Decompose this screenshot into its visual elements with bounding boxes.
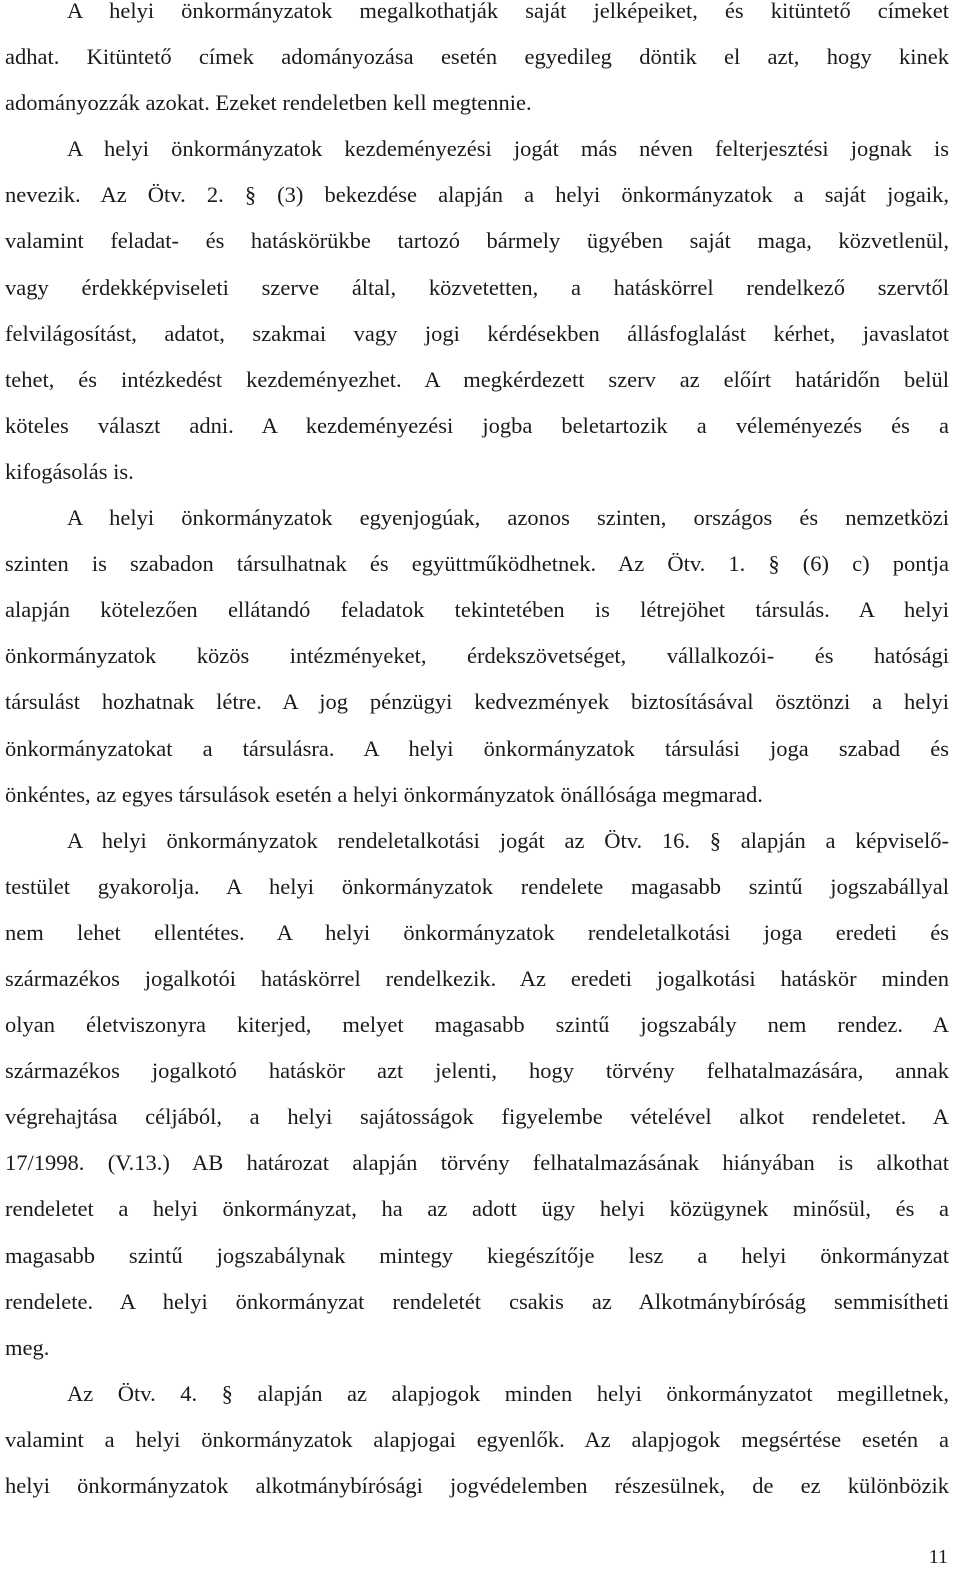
text-line: tehet, és intézkedést kezdeményezhet. A megkérdezett szerv az előírt határidőn belül [5, 366, 949, 392]
text-line: végrehajtása céljából, a helyi sajátosságok figyelembe vételével alkot rendeletet. A [5, 1104, 949, 1130]
text-line: rendelete. A helyi önkormányzat rendeletét csakis az Alkotmánybíróság semmisítheti [5, 1288, 949, 1314]
text-line: valamint feladat- és hatáskörükbe tartozó bármely ügyében saját maga, közvetlenül, [5, 228, 949, 254]
text-line: szinten is szabadon társulhatnak és együttműködhetnek. Az Ötv. 1. § (6) c) pontja [5, 551, 949, 577]
text-line: önkormányzatokat a társulásra. A helyi önkormányzatok társulási joga szabad és [5, 735, 949, 761]
text-line: alapján kötelezően ellátandó feladatok tekintetében is létrejöhet társulás. A helyi [5, 597, 949, 623]
text-line: kifogásolás is. [5, 458, 134, 484]
text-line: magasabb szintű jogszabálynak mintegy kiegészítője lesz a helyi önkormányzat [5, 1242, 949, 1268]
text-line: nevezik. Az Ötv. 2. § (3) bekezdése alapján a helyi önkormányzatok a saját jogaik, [5, 182, 949, 208]
text-line: testület gyakorolja. A helyi önkormányzatok rendelete magasabb szintű jogszabállyal [5, 873, 949, 899]
text-line: származékos jogalkotói hatáskörrel rendelkezik. Az eredeti jogalkotási hatáskör minden [5, 965, 949, 991]
page-number: 11 [928, 1546, 948, 1568]
text-line: helyi önkormányzatok alkotmánybírósági jogvédelemben részesülnek, de ez különbözik [5, 1473, 949, 1498]
text-line: köteles választ adni. A kezdeményezési jogba beletartozik a véleményezés és a [5, 412, 949, 438]
text-line: A helyi önkormányzatok egyenjogúak, azonos szinten, országos és nemzetközi [67, 505, 949, 531]
text-line: adhat. Kitüntető címek adományozása esetén egyedileg döntik el azt, hogy kinek [5, 44, 949, 70]
text-line: felvilágosítást, adatot, szakmai vagy jogi kérdésekben állásfoglalást kérhet, javaslatot [5, 320, 949, 346]
text-line: valamint a helyi önkormányzatok alapjogai egyenlők. Az alapjogok megsértése esetén a [5, 1426, 949, 1452]
text-line: olyan életviszonyra kiterjed, melyet magasabb szintű jogszabály nem rendez. A [5, 1012, 949, 1038]
text-line: A helyi önkormányzatok kezdeményezési jogát más néven felterjesztési jognak is [67, 136, 949, 162]
text-line: önkormányzatok közös intézményeket, érdekszövetséget, vállalkozói- és hatósági [5, 643, 949, 669]
text-line: társulást hozhatnak létre. A jog pénzügyi kedvezmények biztosításával ösztönzi a helyi [5, 689, 949, 715]
text-line: meg. [5, 1334, 50, 1360]
text-line: rendeletet a helyi önkormányzat, ha az adott ügy helyi közügynek minősül, és a [5, 1196, 949, 1222]
text-line: önkéntes, az egyes társulások esetén a helyi önkormányzatok önállósága megmarad. [5, 781, 763, 807]
text-line: vagy érdekképviseleti szerve által, közvetetten, a hatáskörrel rendelkező szervtől [5, 274, 949, 300]
text-line: A helyi önkormányzatok megalkothatják saját jelképeiket, és kitüntető címeket [67, 0, 949, 23]
text-line: 17/1998. (V.13.) AB határozat alapján törvény felhatalmazásának hiányában is alkothat [5, 1150, 949, 1176]
text-line: A helyi önkormányzatok rendeletalkotási jogát az Ötv. 16. § alapján a képviselő- [67, 827, 949, 853]
text-line: Az Ötv. 4. § alapján az alapjogok minden helyi önkormányzatot megilletnek, [67, 1380, 949, 1406]
text-line: adományozzák azokat. Ezeket rendeletben kell megtennie. [5, 90, 532, 116]
text-line: nem lehet ellentétes. A helyi önkormányzatok rendeletalkotási joga eredeti és [5, 919, 949, 945]
text-line: származékos jogalkotó hatáskör azt jelenti, hogy törvény felhatalmazására, annak [5, 1058, 949, 1084]
document-body [5, 0, 949, 1509]
